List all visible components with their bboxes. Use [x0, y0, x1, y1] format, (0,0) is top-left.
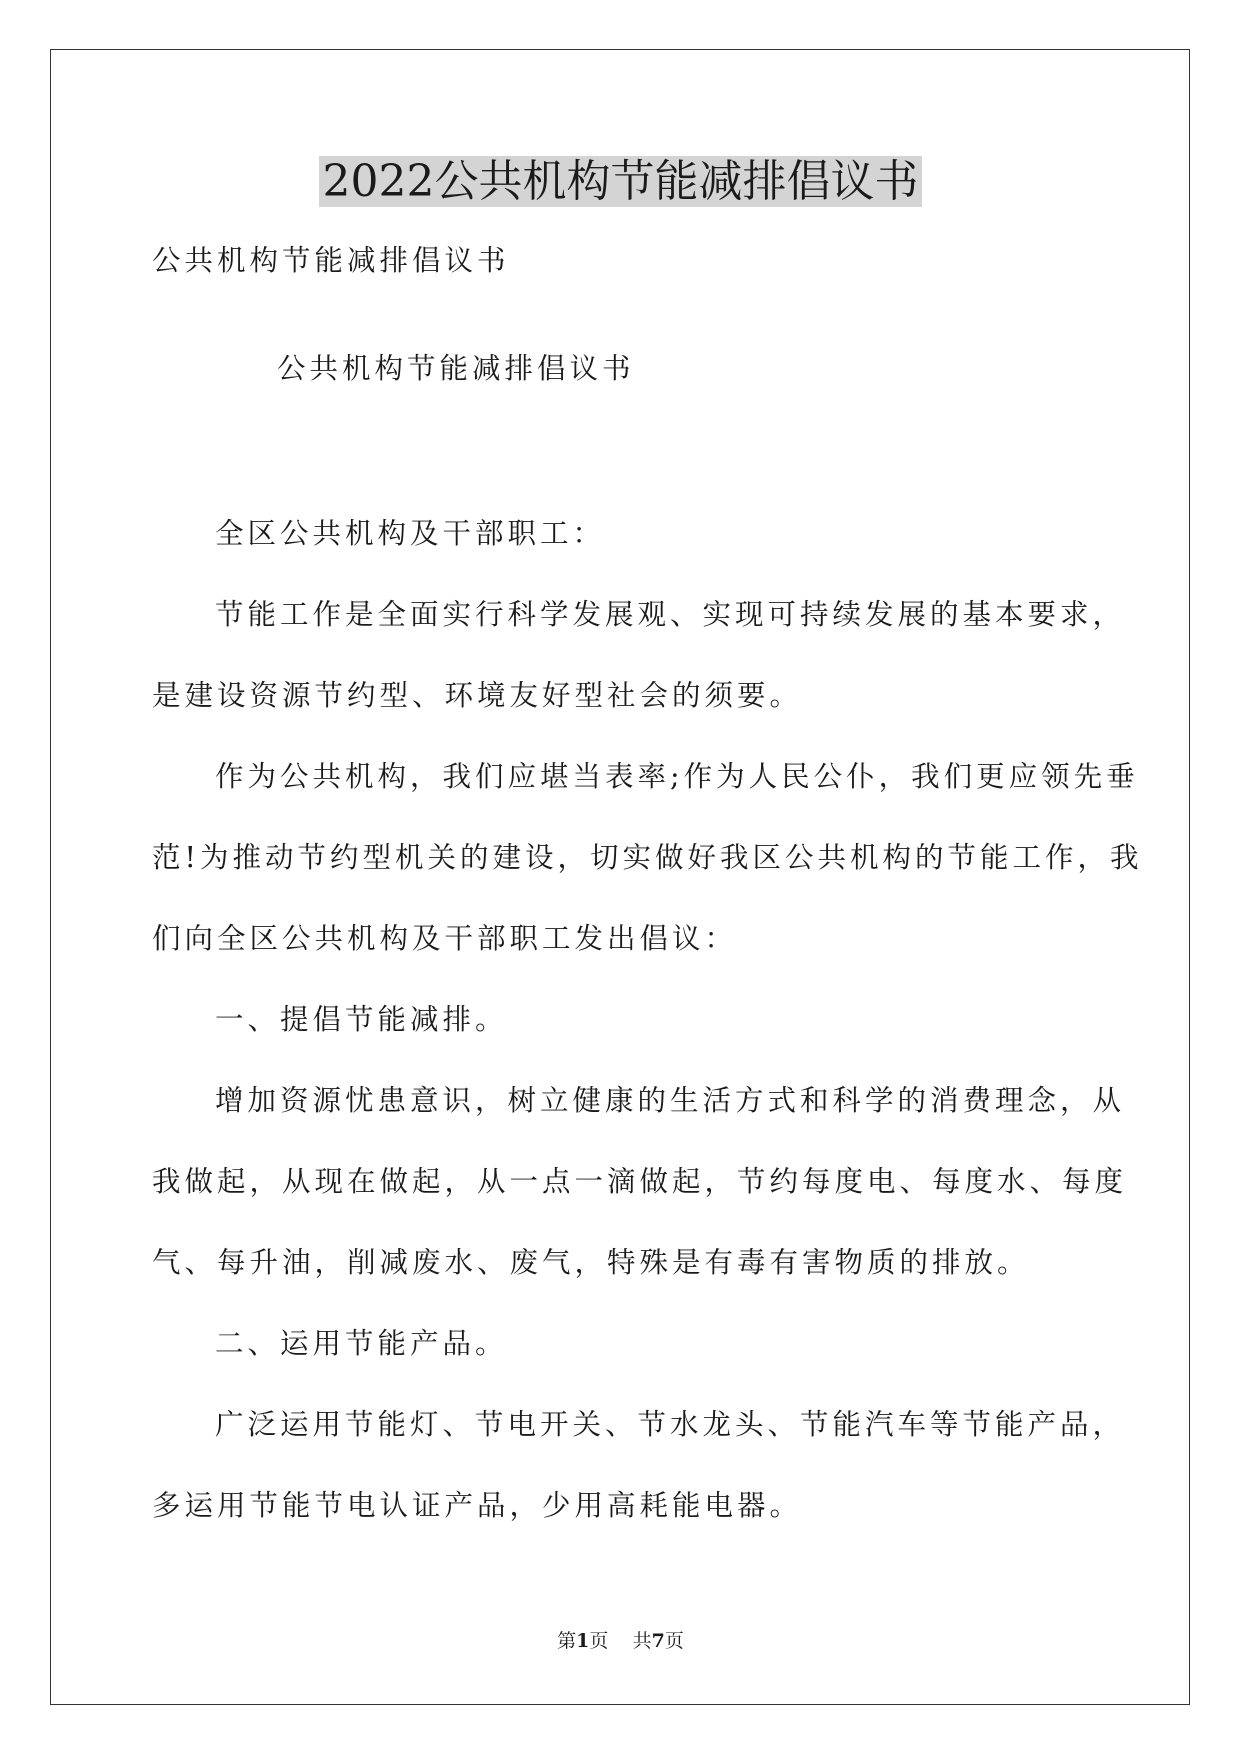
paragraph-line: 作为公共机构，我们应堪当表率;作为人民公仆，我们更应领先垂	[215, 760, 1139, 793]
document-title-text: 2022公共机构节能减排倡议书	[319, 156, 923, 207]
footer-page-total: 7	[651, 1630, 665, 1652]
footer-page-unit: 页	[589, 1630, 609, 1652]
paragraph-line: 是建设资源节约型、环境友好型社会的须要。	[152, 679, 803, 712]
paragraph-line: 范!为推动节约型机关的建设，切实做好我区公共机构的节能工作，我	[152, 841, 1143, 874]
footer-page-current: 1	[576, 1630, 590, 1652]
page-footer	[0, 1628, 1241, 1654]
footer-page-prefix: 第	[557, 1630, 577, 1652]
subtitle-line: 公共机构节能减排倡议书	[152, 244, 510, 277]
paragraph-line: 增加资源忧患意识，树立健康的生活方式和科学的消费理念，从	[215, 1084, 1126, 1117]
section-heading-1: 一、提倡节能减排。	[215, 1003, 508, 1036]
section-heading-2: 二、运用节能产品。	[215, 1327, 508, 1360]
paragraph-line: 气、每升油，削减废水、废气，特殊是有毒有害物质的排放。	[152, 1246, 1030, 1279]
paragraph-line: 多运用节能节电认证产品，少用高耗能电器。	[152, 1489, 803, 1522]
document-title	[0, 150, 1241, 214]
salutation-line: 全区公共机构及干部职工：	[215, 517, 606, 550]
paragraph-line: 广泛运用节能灯、节电开关、节水龙头、节能汽车等节能产品，	[215, 1408, 1126, 1441]
paragraph-line: 们向全区公共机构及干部职工发出倡议：	[152, 922, 738, 955]
footer-total-unit: 页	[664, 1630, 684, 1652]
paragraph-line: 我做起，从现在做起，从一点一滴做起，节约每度电、每度水、每度	[152, 1165, 1128, 1198]
footer-total-prefix: 共	[632, 1630, 652, 1652]
paragraph-line: 节能工作是全面实行科学发展观、实现可持续发展的基本要求，	[215, 598, 1126, 631]
subtitle-indented-line: 公共机构节能减排倡议书	[277, 352, 635, 385]
